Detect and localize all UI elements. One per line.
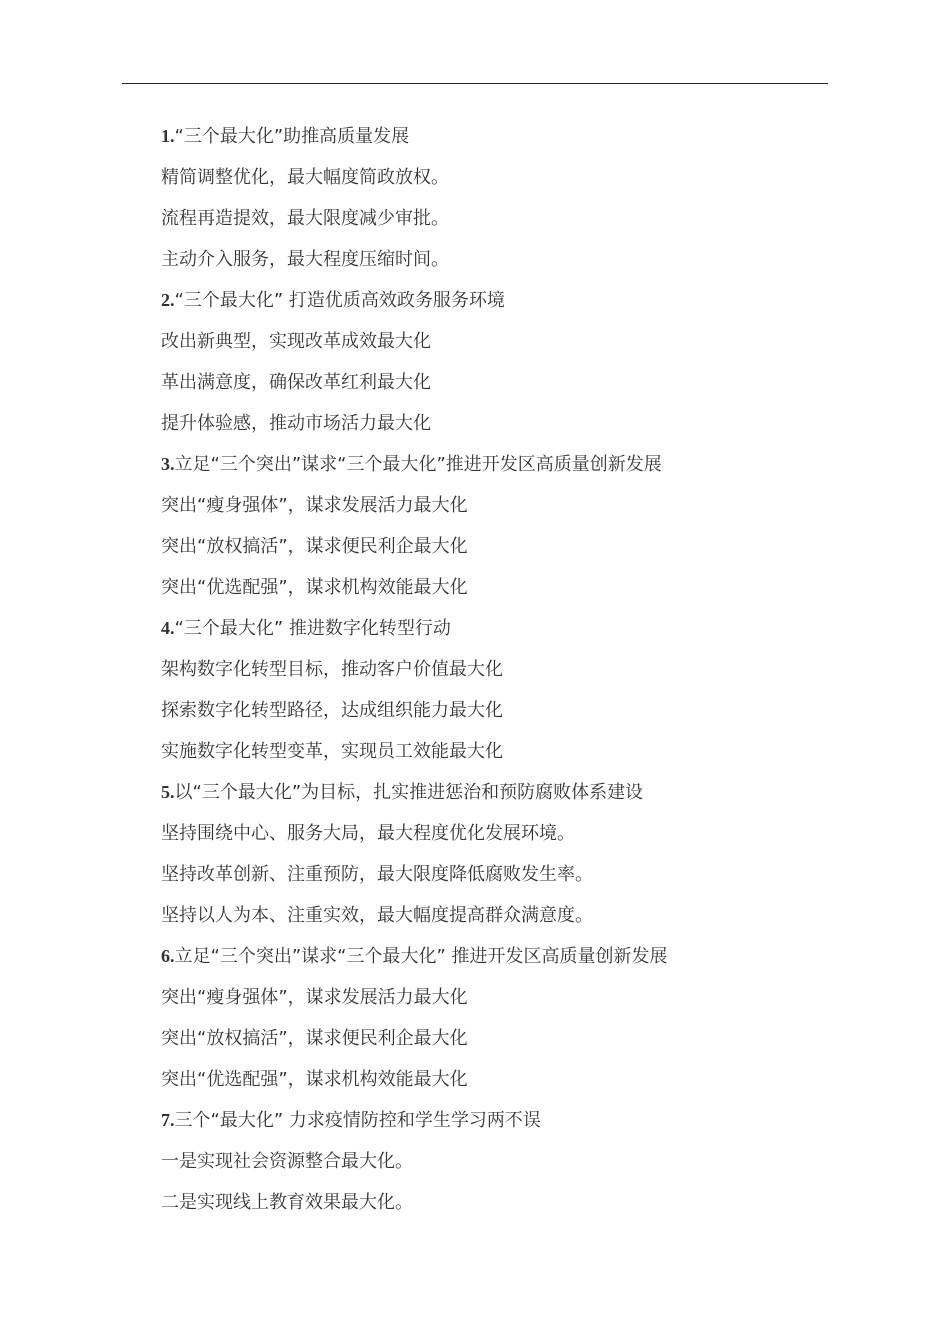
list-item: 改出新典型，实现改革成效最大化: [161, 331, 431, 352]
list-item: 坚持改革创新、注重预防，最大限度降低腐败发生率。: [161, 864, 593, 885]
section-title: “三个最大化” 打造优质高效政务服务环境: [174, 290, 505, 311]
list-item: 精简调整优化，最大幅度简政放权。: [161, 167, 449, 188]
section-title: 立足“三个突出”谋求“三个最大化”推进开发区高质量创新发展: [174, 454, 662, 475]
list-item: 架构数字化转型目标，推动客户价值最大化: [161, 659, 503, 680]
list-item: 突出“放权搞活”，谋求便民利企最大化: [161, 1028, 468, 1049]
section-number: 3.: [161, 454, 175, 474]
list-item: 一是实现社会资源整合最大化。: [161, 1151, 413, 1172]
section-title: 以“三个最大化”为目标，扎实推进惩治和预防腐败体系建设: [174, 782, 644, 803]
section-number: 1.: [161, 126, 175, 146]
section-1-heading: [161, 116, 841, 157]
list-item: 流程再造提效，最大限度减少审批。: [161, 208, 449, 229]
list-item: 坚持以人为本、注重实效，最大幅度提高群众满意度。: [161, 905, 593, 926]
header-rule: [122, 83, 828, 84]
list-item: 探索数字化转型路径，达成组织能力最大化: [161, 700, 503, 721]
list-item: 突出“瘦身强体”，谋求发展活力最大化: [161, 495, 468, 516]
list-item: 突出“优选配强”，谋求机构效能最大化: [161, 577, 468, 598]
document-body: [161, 116, 841, 1223]
list-item: 突出“优选配强”，谋求机构效能最大化: [161, 1069, 468, 1090]
list-item: 革出满意度，确保改革红利最大化: [161, 372, 431, 393]
section-7-heading: [161, 1100, 841, 1141]
section-title: “三个最大化”助推高质量发展: [174, 126, 410, 147]
section-number: 6.: [161, 946, 175, 966]
list-item: 突出“瘦身强体”，谋求发展活力最大化: [161, 987, 468, 1008]
section-4-heading: [161, 608, 841, 649]
section-number: 5.: [161, 782, 175, 802]
list-item: 坚持围绕中心、服务大局，最大程度优化发展环境。: [161, 823, 575, 844]
section-title: “三个最大化” 推进数字化转型行动: [174, 618, 451, 639]
list-item: 二是实现线上教育效果最大化。: [161, 1192, 413, 1213]
section-6-heading: [161, 936, 841, 977]
section-title: 立足“三个突出”谋求“三个最大化” 推进开发区高质量创新发展: [174, 946, 668, 967]
section-title: 三个“最大化” 力求疫情防控和学生学习两不误: [174, 1110, 541, 1131]
section-number: 7.: [161, 1110, 175, 1130]
section-number: 4.: [161, 618, 175, 638]
section-5-heading: [161, 772, 841, 813]
list-item: 实施数字化转型变革，实现员工效能最大化: [161, 741, 503, 762]
list-item: 提升体验感，推动市场活力最大化: [161, 413, 431, 434]
list-item: 突出“放权搞活”，谋求便民利企最大化: [161, 536, 468, 557]
section-number: 2.: [161, 290, 175, 310]
section-3-heading: [161, 444, 841, 485]
section-2-heading: [161, 280, 841, 321]
list-item: 主动介入服务，最大程度压缩时间。: [161, 249, 449, 270]
